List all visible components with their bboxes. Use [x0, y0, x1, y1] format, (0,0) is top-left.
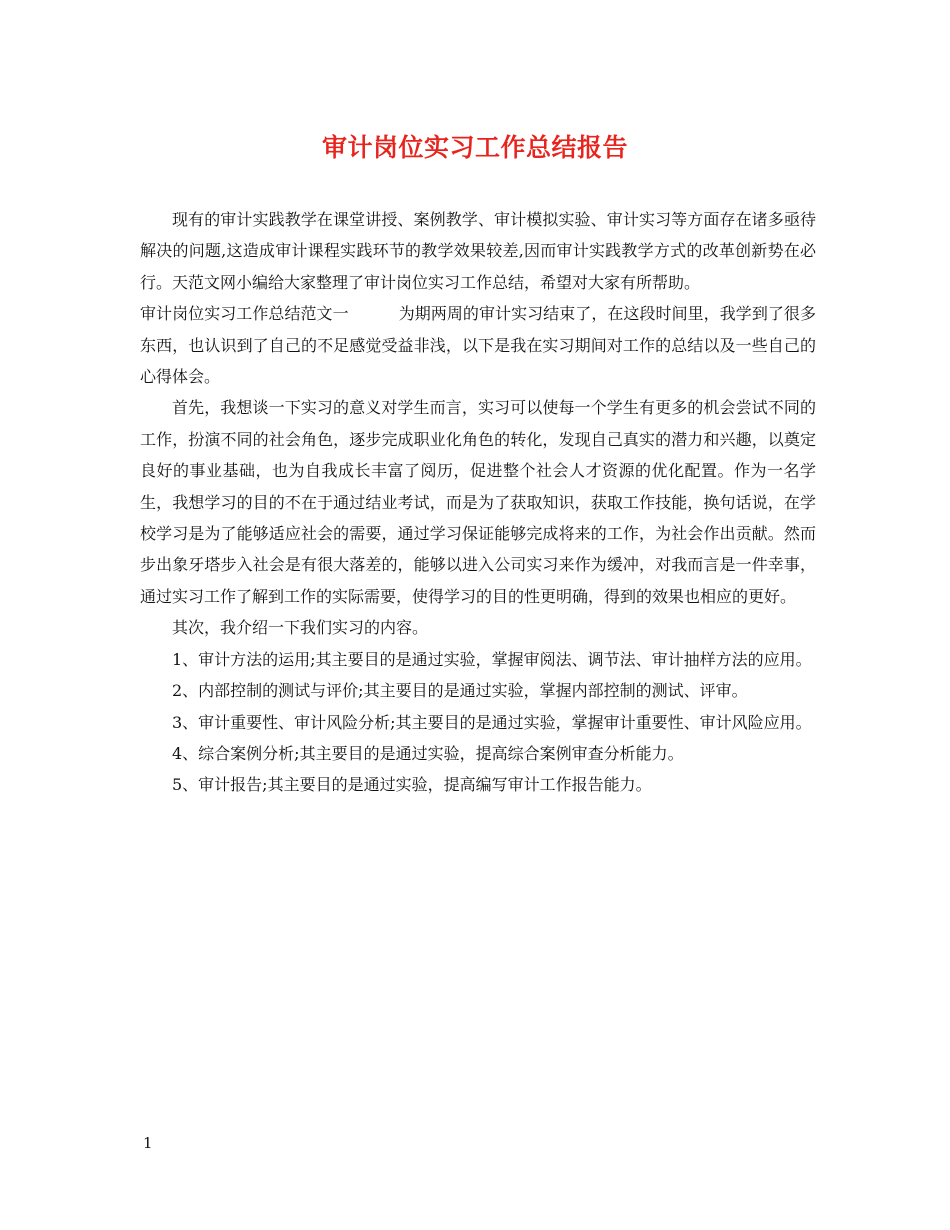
list-item: 5、审计报告;其主要目的是通过实验，提高编写审计工作报告能力。	[172, 775, 652, 795]
list-item: 2、内部控制的测试与评价;其主要目的是通过实验，掌握内部控制的测试、评审。	[172, 681, 748, 701]
list-item: 4、综合案例分析;其主要目的是通过实验，提高综合案例审查分析能力。	[172, 743, 684, 763]
paragraph-second: 其次，我介绍一下我们实习的内容。	[172, 618, 429, 638]
page-number: 1	[143, 1134, 153, 1152]
list-item: 1、审计方法的运用;其主要目的是通过实验，掌握审阅法、调节法、审计抽样方法的应用。	[172, 649, 812, 669]
document-title: 审计岗位实习工作总结报告	[321, 133, 628, 162]
section-paragraph	[140, 298, 816, 392]
document-body	[140, 204, 816, 801]
intro-paragraph: 现有的审计实践教学在课堂讲授、案例教学、审计模拟实验、审计实习等方面存在诸多亟待解决的问题,这造成审计课程实践环节的教学效果较差,因而审计实践教学方式的改革创新势在必行。天范文网小编给大家整理了审计岗位实习工作总结，希望对大家有所帮助。	[140, 210, 816, 292]
paragraph-first: 首先，我想谈一下实习的意义对学生而言，实习可以使每一个学生有更多的机会尝试不同的工作，扮演不同的社会角色，逐步完成职业化角色的转化，发现自己真实的潜力和兴趣，以奠定良好的事业基础，也为自我成长丰富了阅历，促进整个社会人才资源的优化配置。作为一名学生，我想学习的目的不在于通过结业考试，而是为了获取知识，获取工作技能，换句话说，在学校学习是为了能够适应社会的需要，通过学习保证能够完成将来的工作，为社会作出贡献。然而步出象牙塔步入社会是有很大落差的，能够以进入公司实习来作为缓冲，对我而言是一件幸事，通过实习工作了解到工作的实际需要，使得学习的目的性更明确，得到的效果也相应的更好。	[140, 398, 816, 606]
list-item: 3、审计重要性、审计风险分析;其主要目的是通过实验，掌握审计重要性、审计风险应用。	[172, 712, 812, 732]
section-heading: 审计岗位实习工作总结范文一	[140, 304, 349, 324]
section-first-paragraph: 为期两周的审计实习结束了，在这段时间里，我学到了很多东西，也认识到了自己的不足感觉受益非浅，以下是我在实习期间对工作的总结以及一些自己的心得体会。	[140, 304, 816, 387]
